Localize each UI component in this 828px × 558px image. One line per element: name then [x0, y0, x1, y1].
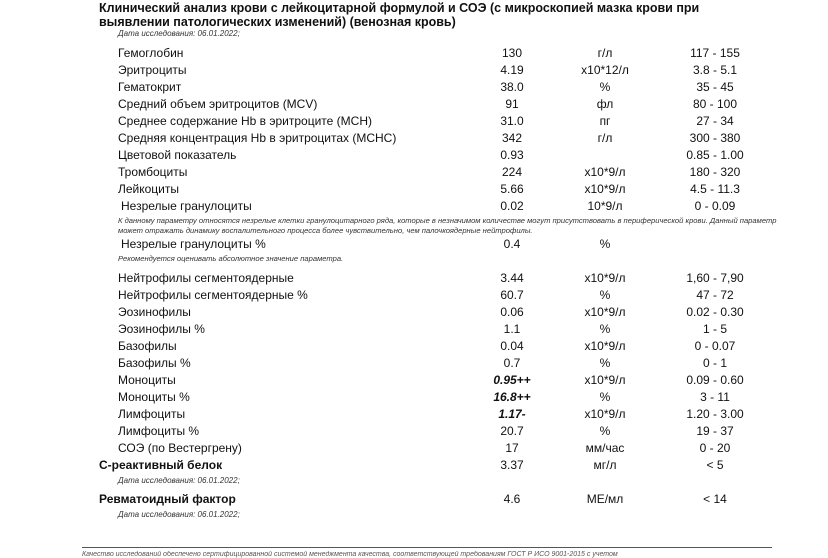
result-name: С-реактивный белок	[99, 458, 223, 472]
result-name: Незрелые гранулоциты	[121, 199, 252, 213]
result-value: 224	[501, 165, 523, 179]
result-value: 20.7	[500, 424, 524, 438]
result-reference: 1.20 - 3.00	[686, 407, 744, 421]
result-reference: 0 - 20	[699, 441, 731, 455]
result-unit: %	[599, 390, 611, 404]
result-row-mchc	[0, 130, 828, 147]
result-reference: 35 - 45	[696, 80, 734, 94]
result-name: Лимфоциты	[118, 407, 186, 421]
result-unit: x10*9/л	[584, 373, 626, 387]
result-name: Среднее содержание Hb в эритроците (MCH)	[118, 114, 372, 128]
result-value: 3.44	[500, 271, 524, 285]
result-reference: 0 - 0.07	[694, 339, 736, 353]
result-row-neutrophils	[0, 270, 828, 287]
result-value: 31.0	[500, 114, 524, 128]
result-unit: %	[599, 80, 611, 94]
result-value: 5.66	[500, 182, 524, 196]
result-name: Эозинофилы %	[118, 322, 205, 336]
result-value: 4.19	[500, 63, 524, 77]
result-reference: 27 - 34	[696, 114, 734, 128]
result-value: 38.0	[500, 80, 524, 94]
result-row-basophils-pct	[0, 355, 828, 372]
result-value-flagged: 0.95++	[493, 373, 531, 387]
result-unit: x10*9/л	[584, 165, 626, 179]
result-reference: 3.8 - 5.1	[692, 63, 738, 77]
result-row-platelets	[0, 164, 828, 181]
result-value: 3.37	[500, 458, 524, 472]
result-unit: г/л	[597, 46, 613, 60]
result-name: Лейкоциты	[118, 182, 180, 196]
result-value: 130	[501, 46, 523, 60]
result-unit: пг	[599, 114, 611, 128]
study-date-crp: Дата исследования: 06.01.2022;	[118, 476, 240, 485]
result-name: Гематокрит	[118, 80, 182, 94]
result-unit: %	[599, 356, 611, 370]
result-value: 4.6	[503, 492, 521, 506]
result-row-mch	[0, 113, 828, 130]
result-row-rheumatoid-factor	[0, 491, 828, 508]
result-reference: 180 - 320	[689, 165, 741, 179]
immature-granulocytes-note: К данному параметру относятся незрелые клетки гранулоцитарного ряда, которые в незначимом количестве могут присутствовать в периферической крови. Данный параметр может отражать динамику воспалительного процесса более чувствительно, чем палочкоядерные нейтрофилы.	[118, 216, 777, 235]
result-value: 0.04	[500, 339, 524, 353]
result-reference: 4.5 - 11.3	[690, 182, 740, 196]
result-name: Нейтрофилы сегментоядерные %	[118, 288, 308, 302]
footer-divider	[82, 547, 772, 548]
result-value: 0.02	[500, 199, 524, 213]
result-reference: 0 - 1	[702, 356, 727, 370]
result-unit: x10*9/л	[584, 271, 626, 285]
result-name: Цветовой показатель	[118, 148, 237, 162]
result-row-mcv	[0, 96, 828, 113]
result-name: СОЭ (по Вестергрену)	[118, 441, 242, 455]
result-name: Гемоглобин	[118, 46, 184, 60]
result-value: 342	[501, 131, 523, 145]
study-date-cbc: Дата исследования: 06.01.2022;	[118, 29, 240, 38]
result-row-crp	[0, 457, 828, 474]
result-value: 0.7	[503, 356, 521, 370]
result-name: Нейтрофилы сегментоядерные	[118, 271, 294, 285]
result-row-monocytes	[0, 372, 828, 389]
result-reference: 300 - 380	[689, 131, 741, 145]
result-row-eosinophils-pct	[0, 321, 828, 338]
result-unit: x10*9/л	[584, 339, 626, 353]
study-date-rf: Дата исследования: 06.01.2022;	[118, 510, 240, 519]
result-name: Тромбоциты	[118, 165, 188, 179]
result-unit: мм/час	[585, 441, 625, 455]
result-unit: фл	[596, 97, 614, 111]
result-reference: 3 - 11	[700, 390, 730, 404]
result-reference: < 5	[706, 458, 724, 472]
result-value: 0.06	[500, 305, 524, 319]
result-row-basophils	[0, 338, 828, 355]
result-unit: x10*12/л	[581, 63, 629, 77]
result-name: Эритроциты	[118, 63, 187, 77]
result-value-flagged: 16.8++	[493, 390, 531, 404]
result-row-lymphocytes-pct	[0, 423, 828, 440]
result-unit: мг/л	[593, 458, 617, 472]
result-unit: %	[599, 424, 611, 438]
result-row-leukocytes	[0, 181, 828, 198]
result-value: 60.7	[500, 288, 524, 302]
result-row-hematocrit	[0, 79, 828, 96]
result-reference: 80 - 100	[692, 97, 738, 111]
result-name: Средняя концентрация Hb в эритроцитах (MCHC)	[118, 131, 397, 145]
result-name: Лимфоциты %	[118, 424, 200, 438]
result-unit: %	[599, 322, 611, 336]
result-name: Ревматоидный фактор	[99, 492, 236, 506]
result-row-hemoglobin	[0, 45, 828, 62]
result-name: Средний объем эритроцитов (MCV)	[118, 97, 318, 111]
result-value: 1.1	[503, 322, 521, 336]
result-row-immature-granulocytes-pct	[0, 236, 828, 253]
result-reference: 0.09 - 0.60	[686, 373, 744, 387]
result-row-esr	[0, 440, 828, 457]
result-unit: x10*9/л	[584, 182, 626, 196]
result-name: Эозинофилы	[118, 305, 191, 319]
result-unit: 10*9/л	[587, 199, 623, 213]
result-name: Моноциты	[118, 373, 176, 387]
result-unit: %	[599, 288, 611, 302]
result-unit: x10*9/л	[584, 407, 626, 421]
result-row-lymphocytes	[0, 406, 828, 423]
result-row-erythrocytes	[0, 62, 828, 79]
result-row-neutrophils-pct	[0, 287, 828, 304]
result-reference: 117 - 155	[690, 46, 740, 60]
result-row-monocytes-pct	[0, 389, 828, 406]
result-reference: 0.85 - 1.00	[686, 148, 744, 162]
result-row-immature-granulocytes	[0, 198, 828, 215]
result-name: Моноциты %	[118, 390, 190, 404]
result-reference: 19 - 37	[696, 424, 734, 438]
result-value: 0.93	[500, 148, 524, 162]
result-value-flagged: 1.17-	[498, 407, 526, 421]
result-reference: 1 - 5	[702, 322, 727, 336]
result-reference: 0 - 0.09	[694, 199, 736, 213]
result-unit: x10*9/л	[584, 305, 626, 319]
report-title: Клинический анализ крови с лейкоцитарной формулой и СОЭ (с микроскопией мазка крови при выявлении патологических изменений) (венозная кровь)	[99, 1, 700, 29]
result-reference: < 14	[703, 492, 727, 506]
result-name: Незрелые гранулоциты %	[121, 237, 266, 251]
result-unit: МЕ/мл	[586, 492, 624, 506]
result-value: 0.4	[503, 237, 521, 251]
result-name: Базофилы %	[118, 356, 191, 370]
absolute-value-note: Рекомендуется оценивать абсолютное значение параметра.	[118, 254, 344, 263]
result-row-color-index	[0, 147, 828, 164]
result-name: Базофилы	[118, 339, 177, 353]
result-value: 91	[505, 97, 519, 111]
result-value: 17	[505, 441, 519, 455]
result-unit: %	[599, 237, 611, 251]
result-row-eosinophils	[0, 304, 828, 321]
result-reference: 47 - 72	[696, 288, 734, 302]
result-reference: 0.02 - 0.30	[686, 305, 744, 319]
result-reference: 1,60 - 7,90	[686, 271, 744, 285]
quality-footer: Качество исследований обеспечено сертифицированной системой менеджмента качества, соответствующей требованиям ГОСТ Р ИСО 9001-2015 с учетом	[82, 551, 618, 558]
result-unit: г/л	[597, 131, 613, 145]
